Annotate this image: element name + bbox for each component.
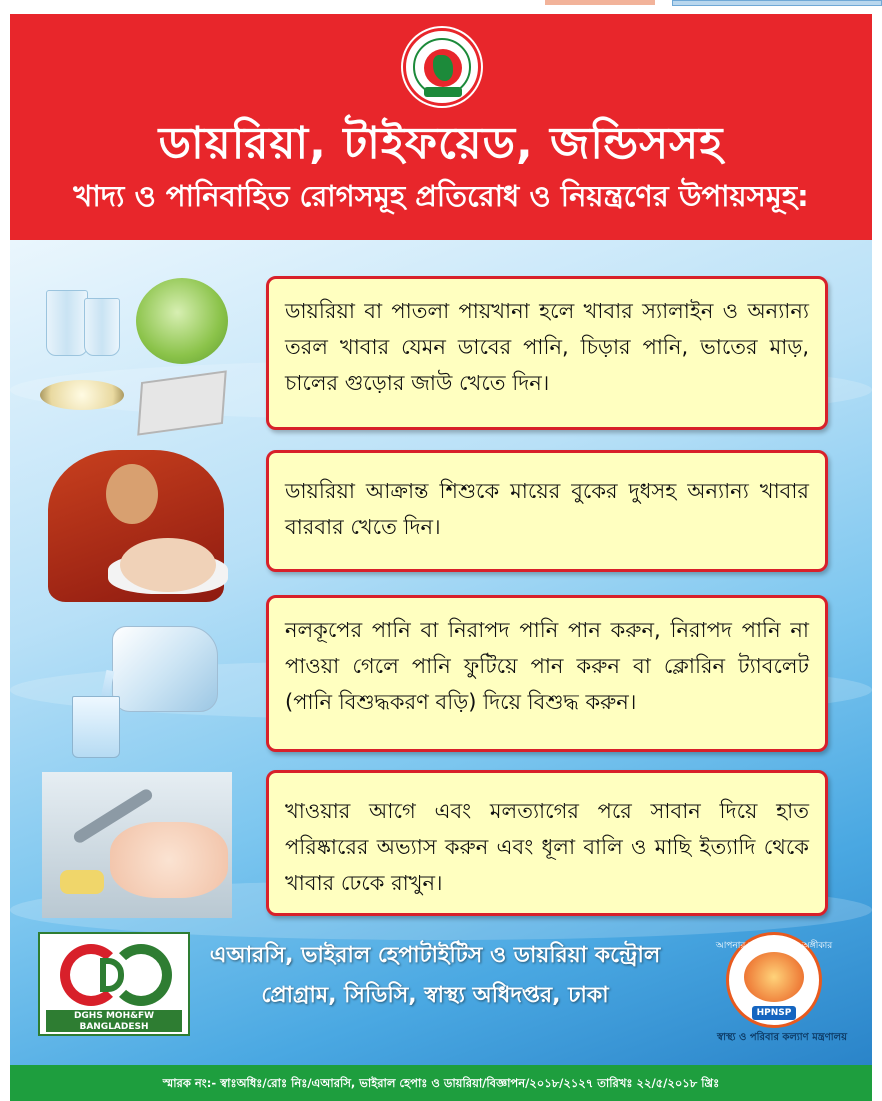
handwashing-illustration [38, 770, 238, 920]
mother-face [106, 464, 158, 524]
ministry-name: স্বাস্থ্য ও পরিবার কল্যাণ মন্ত্রণালয় [717, 1032, 847, 1043]
tip-panel [266, 276, 828, 430]
water-jug-icon [112, 626, 218, 712]
cdc-caption-line2: BANGLADESH [79, 1022, 149, 1032]
water-glass-icon [72, 696, 120, 758]
top-strip-bar-left [545, 0, 655, 5]
cdc-logo [38, 932, 190, 1036]
tip-text: নলকূপের পানি বা নিরাপদ পানি পান করুন, নিরাপদ পানি না পাওয়া গেলে পানি ফুটিয়ে পান করুন বা ক্লোরিন ট্যাবলেট (পানি বিশুদ্ধকরণ বড়ি) দিয়ে বিশুদ্ধ করুন। [285, 618, 809, 714]
soap-icon [60, 870, 104, 894]
hpnsp-tag: HPNSP [752, 1006, 796, 1020]
tip-panel [266, 595, 828, 752]
poster [10, 14, 872, 1101]
food-illustration [38, 268, 238, 438]
hpnsp-logo-family-icon [744, 952, 804, 1002]
hands-figure [110, 822, 228, 898]
cdc-logo-caption [46, 1010, 182, 1032]
memo-footer: স্মারক নং:- স্বাঃঅধিঃ/রোঃ নিঃ/এআরসি, ভাইরাল হেপাঃ ও ডায়রিয়া/বিজ্ঞাপন/২০১৮/২১২৭ তারিখঃ ২২/৫/২০১৮ খ্রিঃ [10, 1065, 872, 1101]
mother-baby-illustration [38, 446, 238, 604]
cup-icon [46, 290, 88, 356]
poster-header [10, 14, 872, 240]
cabbage-icon [136, 278, 228, 364]
top-strip-bar-right [672, 0, 882, 6]
water-illustration [38, 612, 238, 762]
seal-ribbon [424, 87, 462, 97]
hpnsp-logo [698, 932, 866, 1054]
tray-icon [137, 370, 227, 435]
tip-text: ডায়রিয়া আক্রান্ত শিশুকে মায়ের বুকের দুধসহ অন্যান্য খাবার বারবার খেতে দিন। [285, 479, 809, 539]
plate-icon [40, 380, 124, 410]
poster-title: ডায়রিয়া, টাইফয়েড, জন্ডিসসহ [158, 118, 724, 169]
baby-figure [120, 538, 216, 592]
program-line-2: প্রোগ্রাম, সিডিসি, স্বাস্থ্য অধিদপ্তর, ঢাকা [261, 983, 609, 1008]
cup-icon [84, 298, 120, 356]
program-credit [200, 936, 670, 1016]
tip-panel [266, 450, 828, 572]
tip-panel [266, 770, 828, 916]
tip-text: খাওয়ার আগে এবং মলত্যাগের পরে সাবান দিয়ে হাত পরিষ্কারের অভ্যাস করুন এবং ধূলা বালি ও মাছি ইত্যাদি থেকে খাবার ঢেকে রাখুন। [285, 799, 809, 895]
poster-subtitle: খাদ্য ও পানিবাহিত রোগসমূহ প্রতিরোধ ও নিয়ন্ত্রণের উপায়সমূহ: [73, 179, 809, 213]
hpnsp-slogan: আপনার স্বাস্থ্য আমাদের অঙ্গীকার [715, 941, 833, 951]
government-seal-icon [403, 28, 481, 106]
top-strip [0, 0, 882, 10]
tip-text: ডায়রিয়া বা পাতলা পায়খানা হলে খাবার স্যালাইন ও অন্যান্য তরল খাবার যেমন ডাবের পানি, চিড়ার পানি, ভাতের মাড়, চালের গুড়োর জাউ খেতে দিন। [285, 299, 809, 395]
program-line-1: এআরসি, ভাইরাল হেপাটাইটিস ও ডায়রিয়া কন্ট্রোল [209, 943, 661, 968]
cdc-caption-line1: DGHS MOH&FW [73, 1011, 155, 1021]
